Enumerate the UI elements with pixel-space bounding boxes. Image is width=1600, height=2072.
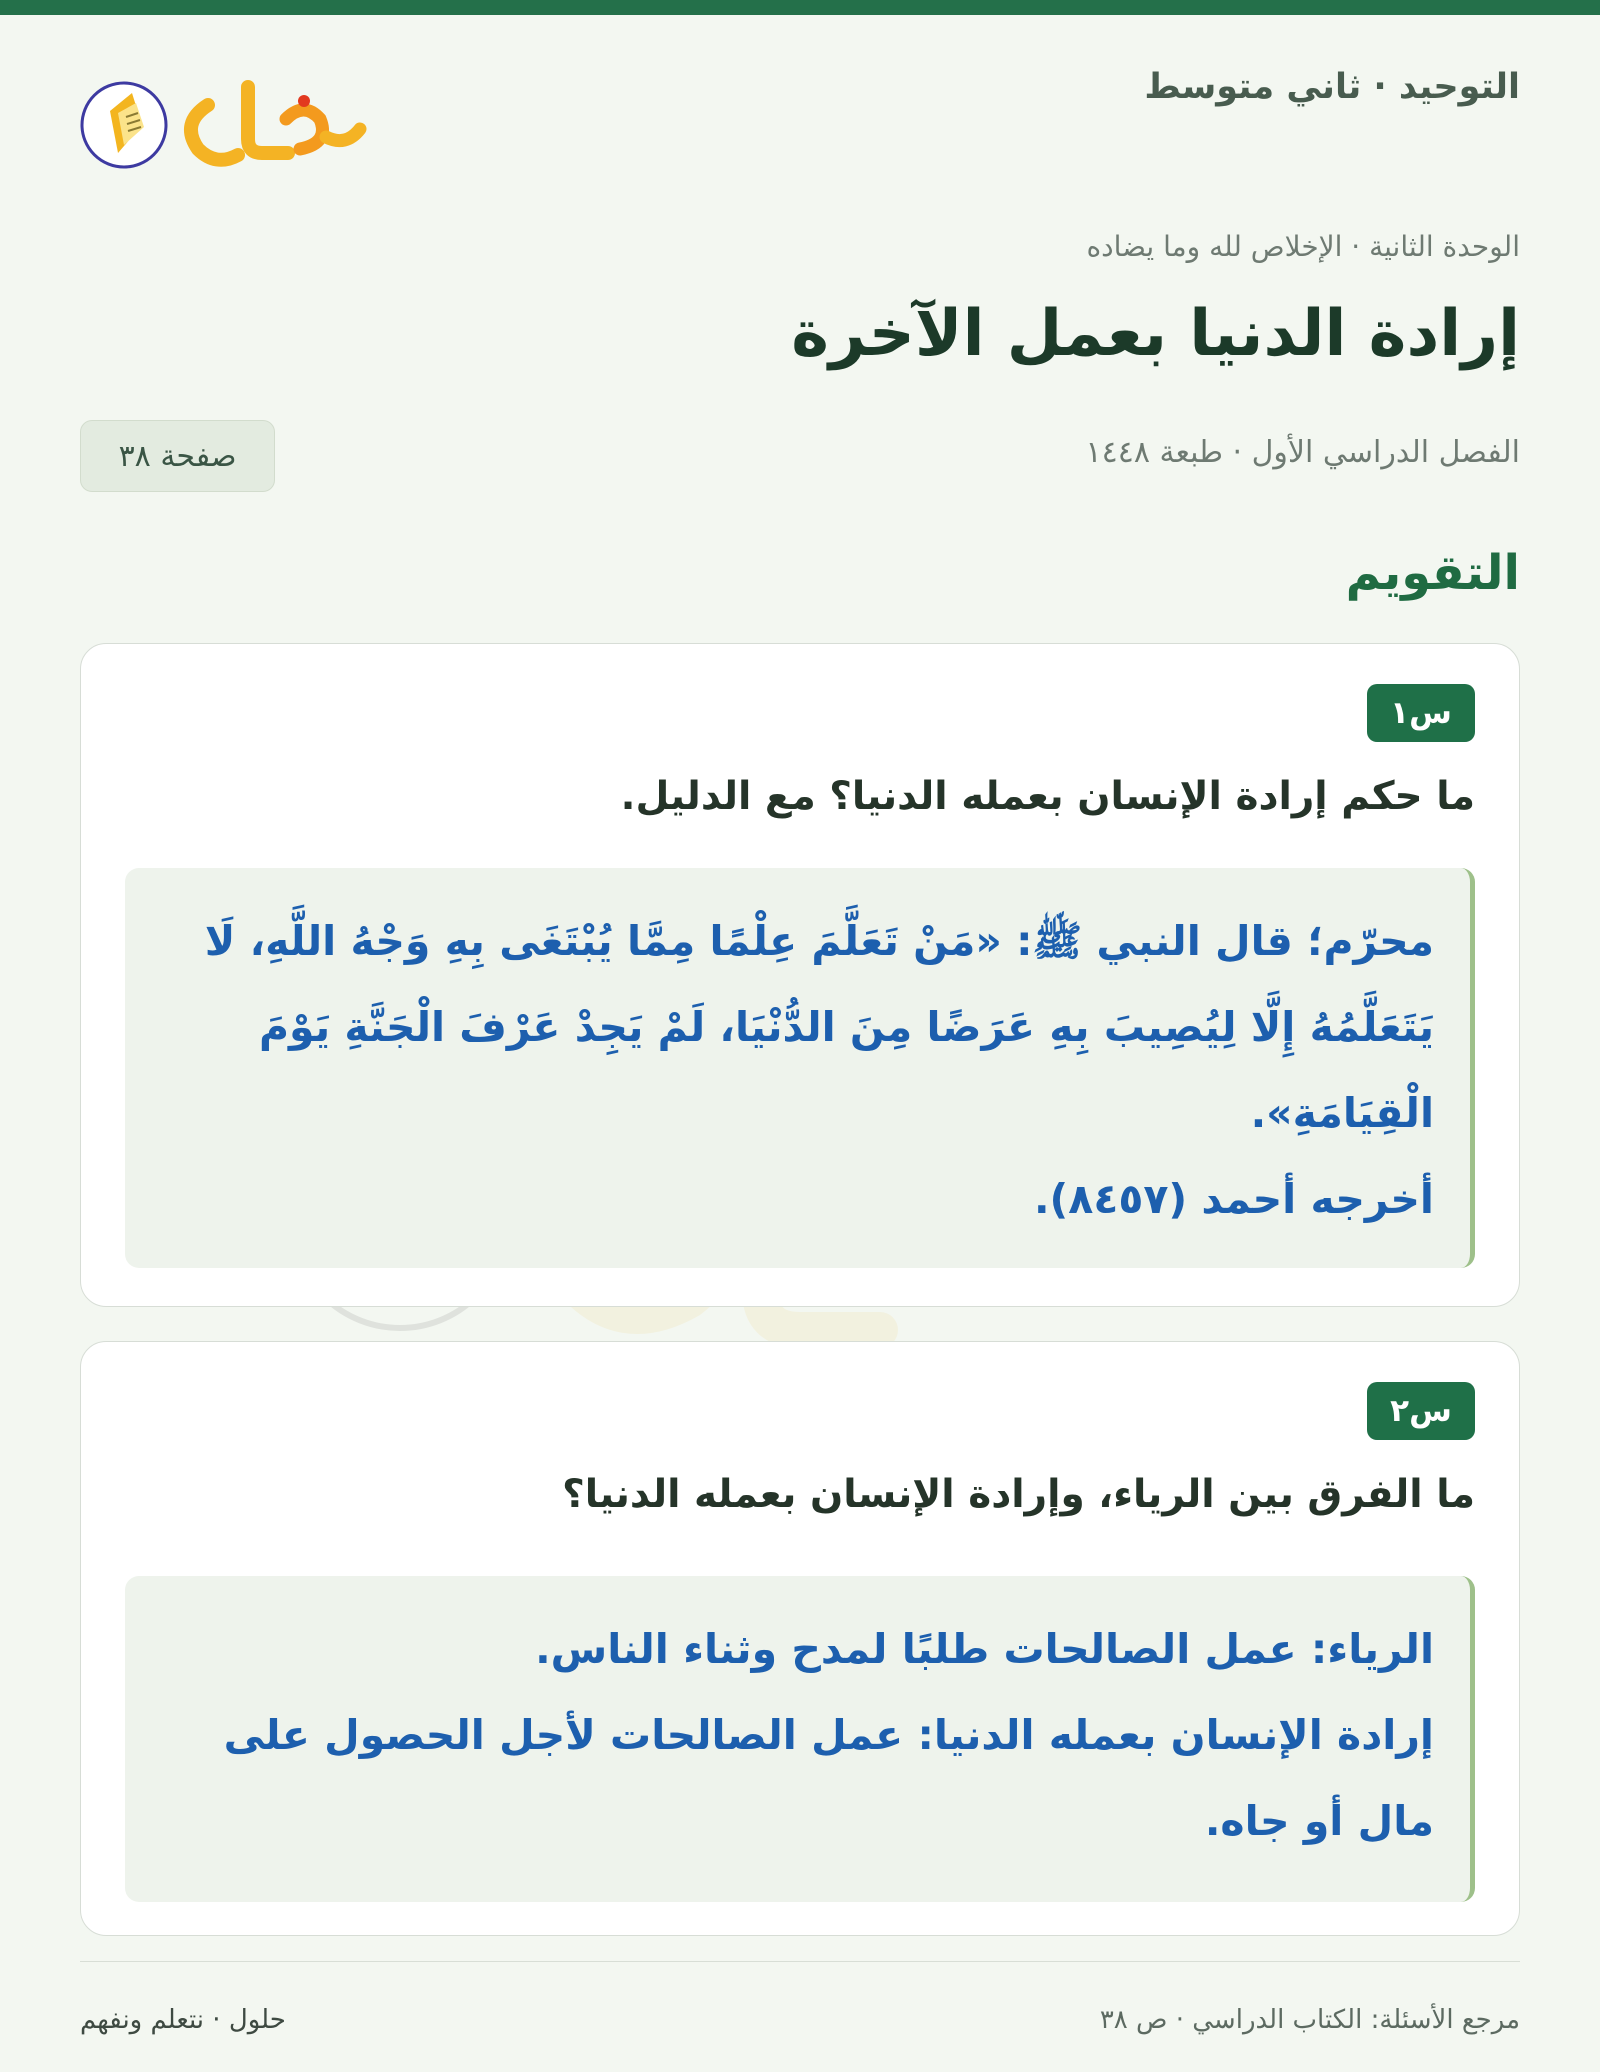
unit-label: الوحدة الثانية · الإخلاص لله وما يضاده [1086, 230, 1520, 263]
question-card [80, 643, 1520, 1307]
footer-divider [80, 1961, 1520, 1962]
answer-box [125, 1576, 1475, 1902]
question-text: ما الفرق بين الرياء، وإرادة الإنسان بعمله الدنيا؟ [562, 1472, 1475, 1517]
answer-line: الرياء: عمل الصالحات طلبًا لمدح وثناء الناس. [535, 1625, 1434, 1673]
lesson-title: إرادة الدنيا بعمل الآخرة [791, 297, 1520, 371]
page-number-chip: صفحة ٣٨ [80, 420, 275, 492]
footer-reference: مرجع الأسئلة: الكتاب الدراسي · ص ٣٨ [1099, 2005, 1520, 2035]
answer-box [125, 868, 1475, 1268]
question-badge: س١ [1367, 684, 1475, 742]
answer-line: محرّم؛ قال النبي ﷺ: «مَنْ تَعَلَّمَ عِلْمًا مِمَّا يُبْتَغَى بِهِ وَجْهُ اللَّهِ، لَا يَتَعَلَّمُهُ إِلَّا لِيُصِيبَ بِهِ عَرَضًا مِنَ الدُّنْيَا، لَمْ يَجِدْ عَرْفَ الْجَنَّةِ يَوْمَ الْقِيَامَةِ». [204, 917, 1434, 1137]
footer-brand: حلول · نتعلم ونفهم [80, 2005, 286, 2035]
page [80, 15, 1520, 2072]
hulul-logo[interactable] [80, 67, 370, 171]
answer-line: أخرجه أحمد (٨٤٥٧). [1033, 1175, 1434, 1223]
term-edition-label: الفصل الدراسي الأول · طبعة ١٤٤٨ [1085, 435, 1520, 470]
question-text: ما حكم إرادة الإنسان بعمله الدنيا؟ مع الدليل. [620, 774, 1475, 819]
question-badge: س٢ [1367, 1382, 1475, 1440]
answer-line: إرادة الإنسان بعمله الدنيا: عمل الصالحات لأجل الحصول على مال أو جاه. [223, 1711, 1434, 1845]
section-title: التقويم [1345, 545, 1520, 601]
subject-title: التوحيد · ثاني متوسط [1144, 67, 1520, 107]
top-accent-bar [0, 0, 1600, 15]
question-card [80, 1341, 1520, 1936]
hulul-logo-icon [80, 67, 370, 171]
